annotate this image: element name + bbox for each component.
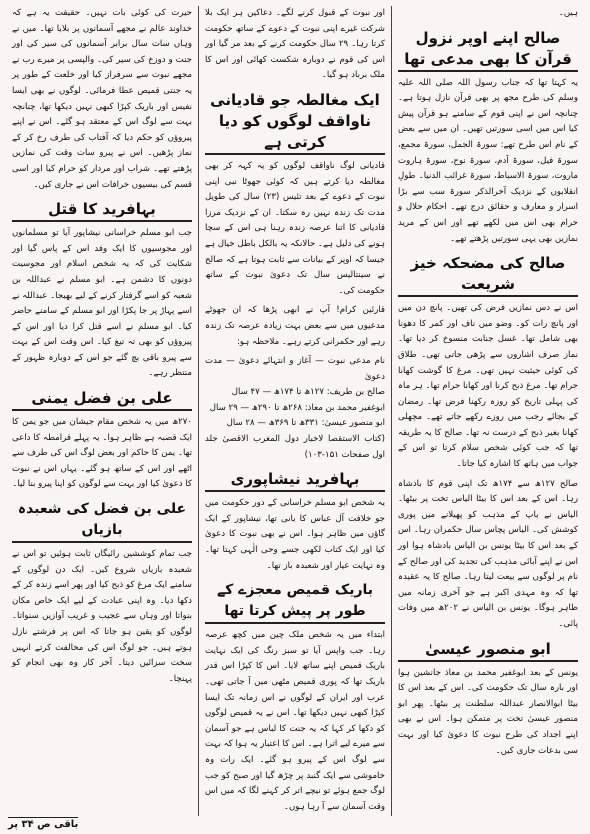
heading-shirt-miracle: باریک قمیص معجزے کے طور پر پیش کرتا تھا (205, 580, 385, 624)
paragraph-ali-tricks: جب تمام کوششیں رائیگاں ثابت ہوئیں تو اس نے شعبدہ بازیاں شروع کیں۔ ایک دن لوگوں کے سامنے ایک مرغ کو ذبح کیا اور پھر اسے زندہ کر کے دکھا دیا۔ وہ اپنی عبادت کے لیے ایک خاص مکان بنواتا اور وہاں سے عجیب و غریب آوازیں سنواتا۔ لوگوں کو یقین ہو جاتا کہ اس پر فرشتے نازل ہوتے ہیں۔ جو لوگ اس کی مخالفت کرتے انہیں سخت سزائیں دیتا۔ آخر کار وہ بھی انجام کو پہنچا۔ (12, 549, 192, 684)
paragraph-continuation: اور نبوت کے قبول کرنے لگے۔ دعاکیں ہر ایک بلا شرکت غیرے اپنی نبوت کے دعوے کے ساتھ حکومت کرتا رہا۔ ۲۹ سال حکومت کرنے کے بعد مر گیا اور اس کی قوم نے دوبارہ شکست کھائی اور اس کا ملک برباد ہو گیا۔ (205, 8, 385, 81)
heading-bahafarid: بہافرید نیشاپوری (205, 469, 385, 492)
paragraph-readers: قارئین کرام! آپ نے ابھی پڑھا کہ ان جھوٹے مدعیوں میں سے بعض بہت زیادہ عرصہ تک زندہ رہے اور حکمرانی کرتے رہے۔ ملاحظہ ہو: (205, 305, 385, 347)
column-left (6, 6, 199, 816)
heading-quran-claim: صالح اپنے اوپر نزول قرآن کا بھی مدعی تھا (398, 28, 578, 72)
paragraph-shariah: اس نے دس نمازیں فرض کی تھیں۔ پانچ دن میں اور پانچ رات کو۔ وضو میں ناف اور کمر کا دھونا بھی شامل تھا۔ غسل جنابت منسوخ کر دیا تھا۔ نماز صرف اشاروں سے پڑھی جاتی تھی۔ طلاق کی کوئی حیثیت نہیں تھی۔ مرغ کا گوشت کھانا حرام تھا۔ مرغ ذبح کرنا اور کھانا حرام تھا۔ ہر ماہ کی پہلی تاریخ کو روزہ رکھنا فرض تھا۔ رمضان کے بجائے رجب میں روزے رکھے جاتے تھے۔ مچھلی کھانا بغیر ذبح کے درست نہ تھا۔ صالح کا یہ طریقہ تھا کہ جب کوئی شخص سلام کرتا تو اس کے جواب میں ہاتھ کا اشارہ کیا جاتا۔ (398, 303, 578, 470)
text-columns (6, 6, 584, 816)
heading-ali-bin-fazl: علی بن فضل یمنی (12, 388, 192, 411)
paragraph-ali-bin-fazl: ۲۷۰ھ میں یہ شخص مقام جیشان میں جو یمن کا ایک قصبہ ہے ظاہر ہوا۔ یہ پہلے قرامطہ کا داعی تھا۔ یمن کا حاکم اور بعض لوگ اس کی طرف سے اٹھے اور اس کے ساتھ ہو گئے۔ یہاں اس نے نبوت کا دعویٰ کیا اور بہت سے لوگوں کو اپنا پیرو بنا لیا۔ (12, 417, 192, 490)
heading-bahafarid-killing: بہافرید کا قتل (12, 199, 192, 222)
heading-abu-mansur: ابو منصور عیسیٰ (398, 639, 578, 662)
heading-fallacy: ایک مغالطہ جو قادیانی ناواقف لوگوں کو دیا کرتی ہے (205, 90, 385, 155)
continued-on-page: باقی ص ۳۴ پر (8, 819, 79, 830)
paragraph-shirt-miracle: ابتداء میں یہ شخص ملک چین میں کچھ عرصہ رہا۔ جب واپس آیا تو سبز رنگ کی ایک نہایت باریک قمیص اپنے ساتھ لایا۔ اس کا کپڑا اس قدر باریک تھا کہ پوری قمیص مٹھی میں آ جاتی تھی۔ عرب اور ایران کے لوگوں نے اس زمانہ تک ایسا کپڑا کبھی نہیں دیکھا تھا۔ اس نے یہ قمیص لوگوں کو دکھا کر کہا کہ یہ جنت کا لباس ہے جو آسمان سے میرے لیے اترا ہے۔ اس کا اعتبار یہ ہوا کہ بہت سے لوگ اس کے پیرو ہو گئے۔ ایک رات وہ خاموشی سے ایک گنبد پر چڑھ گیا اور صبح کو جب لوگ جمع ہوئے تو نیچے اتر کر کہنے لگا کہ میں اس وقت آسمان سے آ رہا ہوں۔ (205, 630, 385, 812)
paragraph-abu-mansur: یونس کے بعد ابوغفیر محمد بن معاذ جانشین ہوا اور بارہ سال تک حکومت کی۔ اس کے بعد اس کا بیٹا ابوالانصار عبداللہ سلطنت پر بیٹھا۔ پھر ابو منصور عیسیٰ تخت پر متمکن ہوا۔ اس نے بھی اپنے اجداد کی طرح نبوت کا دعویٰ کیا اور بہت سی بدعات جاری کیں۔ (398, 667, 578, 756)
column-middle (199, 6, 392, 816)
heading-shariah: صالح کی مضحکہ خیز شریعت (398, 253, 578, 297)
paragraph-quran-claim: یہ کہتا تھا کہ جناب رسول اللہ صلی اللہ علیہ وسلم کی طرح مجھ پر بھی قرآن نازل ہوتا ہے۔ چنانچہ اس نے اپنی قوم کے سامنے ہو قرآن پیش کیا اس میں اسی سورتیں تھیں۔ ان میں سے بعض کے نام اس طرح تھے: سورۃ الجمل، سورۃ مجمع، سورۃ فیل، سورۃ آدم، سورۃ نوح، سورۃ ہاروت ماروت، سورۃ الاسباط، سورۃ غرائب الدنیا۔ طولِ انقلابوں کے نزدیک آخرالذکر سورۃ سب سے بڑا اسرار و معارف و حقائق درج تھے۔ احکام حلال و حرام بھی اس میں لکھے تھے اور اس کے مرید نمازیں بھی یہی سورتیں پڑھتے تھے۔ (398, 77, 578, 244)
paragraph-fallacy: قادیانی لوگ ناواقف لوگوں کو یہ کہہ کر بھی مغالطہ دیا کرتے ہیں کہ کوئی جھوٹا نبی اپنی نبوت کے دعوے کے بعد تئیس (۲۳) سال کی طویل مدت تک زندہ نہیں رہ سکتا۔ ان کے نزدیک مرزا قادیانی کا اتنا عرصہ زندہ رہنا ہی اس کے سچا ہونے کی دلیل ہے۔ حالانکہ یہ بالکل باطل خیال ہے جیسا کہ اوپر کے بیانات سے ثابت ہوتا ہے کہ صالح نے سینتالیس سال تک دعویٰ نبوت کے ساتھ حکومت کی۔ (205, 160, 385, 296)
paragraph-heaven-claim: حیرت کی کوئی بات نہیں۔ حقیقت یہ ہے کہ خداوند عالم نے مجھے آسمانوں پر بلایا تھا۔ میں نے وہاں سات سال برابر آسمانوں کی سیر کی اور جنت و دوزخ کی سیر کی۔ والپسی پر میرے رب نے مجھے نبوت سے سرفراز کیا اور خلعت کے طور پر یہ جنتی قمیص عطا فرمائی۔ لوگوں نے بھی ایسا نفیس اور باریک کپڑا کبھی نہیں دیکھا تھا، چنانچہ بہت سے لوگ اس کے معتقد ہو گئے۔ اس نے اپنے پیروؤں کو حکم دیا کہ آفتاب کی طرف رخ کر کے نماز پڑھیں۔ اس نے پیرو سات وقت کی نمازیں پڑھتے تھے۔ شراب اور مردار کو حرام کیا اور اسی قسم کی بیسیوں خرافات اس نے جاری کیں۔ (12, 8, 192, 190)
paragraph-bahafarid-killing: جب ابو مسلم خراسانی نیشاپور آیا تو مسلمانوں اور مجوسیوں کا ایک وفد اس کے پاس گیا اور شکایت کی کہ یہ شخص اسلام اور مجوسیت دونوں کا دشمن ہے۔ ابو مسلم نے عبداللہ بن شعبہ کو اسے گرفتار کرنے کے لیے بھیجا۔ عبداللہ نے اسے پہاڑ پر جا پکڑا اور ابو مسلم کے سامنے حاضر کیا۔ ابو مسلم نے اسے قتل کرا دیا اور اس کے پیروؤں کو بھی تہ تیغ کیا۔ اس وقت اس کے بہت سے پیرو باقی بچ گئے جو اس کے دوبارہ ظہور کے منتظر رہے۔ (12, 228, 192, 379)
paragraph-bahafarid: یہ شخص ابو مسلم خراسانی کے دور حکومت میں جو خلافت آل عباس کا بانی تھا، نیشاپور کے ایک گاؤں میں ظاہر ہوا۔ اس نے بھی نبوت کا دعویٰ کیا اور ایک کتاب لکھی جسے وحی الٰہی کہتا تھا۔ وہ نہایت عیار اور شعبدہ باز تھا۔ (205, 498, 385, 571)
intro-text: ہیں۔ (558, 8, 578, 18)
claimants-list: نام مدعی نبوت — آغاز و انتہائے دعویٰ — مدت دعویٰ صالح بن طریف: ۱۲۷ھ تا ۱۷۴ھ — ۴۷ سال ابوغفیر محمد بن معاذ: ۲۶۸ھ تا ۲۹۰ھ — ۲۹ سال ابو منصور عیسیٰ: ۳۳۱ھ تا ۳۶۹ھ — ۲۸ سال (کتاب الاستقصا لاخبار دول المغرب الاقصیٰ جلد اول صفحات ۱۵۱-۱۰۳) (205, 356, 385, 460)
paragraph-successors: صالح ۱۲۷ھ سے ۱۷۴ھ تک اپنی قوم کا بادشاہ رہا۔ اس کے بعد اس کا بیٹا الیاس تخت پر بیٹھا۔ الیاس نے باپ کے مذہب کو پھیلانے میں پوری کوشش کی۔ الیاس پچاس سال حکمران رہا۔ اس کے بعد اس کا بیٹا یونس بن الیاس بادشاہ ہوا اور اس نے اپنے آبائی مذہب کی تجدید کی اور صالح کے نام پر لوگوں سے بیعت لیتا رہا۔ صالح کا یہ عقیدہ تھا کہ وہ مہدی اکبر ہے جو آخری زمانہ میں ظاہر ہوگا۔ یونس بن الیاس نے ۲۰۲ھ میں وفات پائی۔ (398, 478, 578, 629)
heading-ali-tricks: علی بن فضل کی شعبدہ بازیاں (12, 499, 192, 543)
column-right (392, 6, 584, 816)
